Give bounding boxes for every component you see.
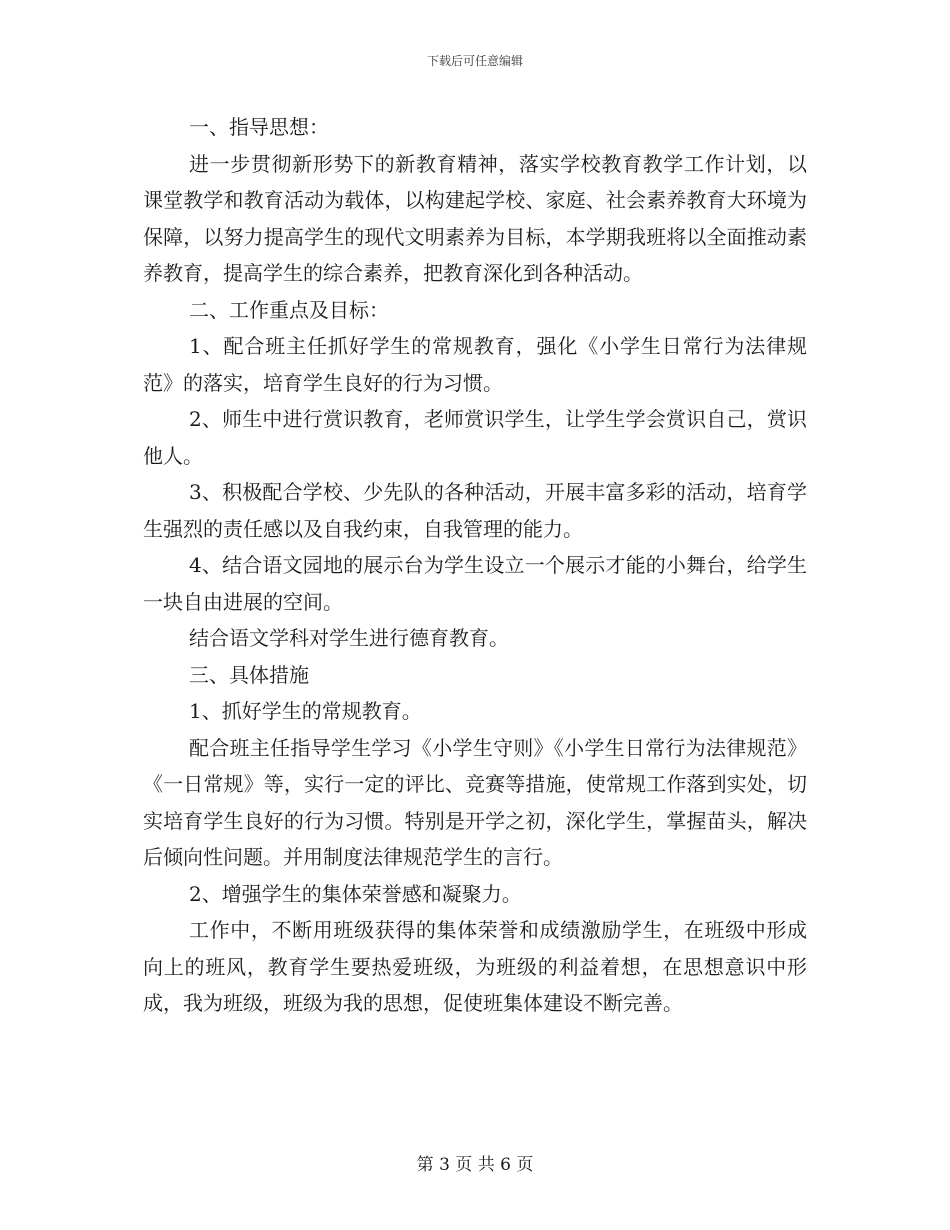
page-number: 第 3 页 共 6 页 (416, 1155, 534, 1175)
paragraph-goal-1: 1、配合班主任抓好学生的常规教育，强化《小学生日常行为法律规范》的落实，培育学生良好的行为习惯。 (143, 334, 807, 395)
paragraph-measure-2: 工作中，不断用班级获得的集体荣誉和成绩激励学生，在班级中形成向上的班风，教育学生要热爱班级，为班级的利益着想，在思想意识中形成，我为班级，班级为我的思想，促使班集体建设不断完善。 (143, 918, 807, 1015)
heading-guiding-ideology: 一、指导思想： (189, 115, 329, 139)
heading-specific-measures: 三、具体措施 (189, 662, 309, 687)
document-body (143, 109, 807, 1022)
paragraph-goal-4: 4、结合语文园地的展示台为学生设立一个展示才能的小舞台，给学生一块自由进展的空间。 (143, 553, 807, 614)
paragraph-moral-education: 结合语文学科对学生进行德育教育。 (189, 626, 509, 650)
page-header: 下载后可任意编辑 (426, 54, 523, 68)
heading-measure-1: 1、抓好学生的常规教育。 (189, 699, 422, 723)
paragraph-guiding-ideology: 进一步贯彻新形势下的新教育精神，落实学校教育教学工作计划，以课堂教学和教育活动为载体，以构建起学校、家庭、社会素养教育大环境为保障，以努力提高学生的现代文明素养为目标，本学期我班将以全面推动素养教育，提高学生的综合素养，把教育深化到各种活动。 (143, 151, 807, 285)
paragraph-goal-3: 3、积极配合学校、少先队的各种活动，开展丰富多彩的活动，培育学生强烈的责任感以及自我约束，自我管理的能力。 (143, 480, 807, 541)
paragraph-measure-1: 配合班主任指导学生学习《小学生守则》《小学生日常行为法律规范》《一日常规》等，实行一定的评比、竞赛等措施，使常规工作落到实处，切实培育学生良好的行为习惯。特别是开学之初，深化学生，掌握苗头，解决后倾向性问题。并用制度法律规范学生的言行。 (143, 735, 807, 869)
heading-work-focus: 二、工作重点及目标： (189, 297, 389, 322)
heading-measure-2: 2、增强学生的集体荣誉感和凝聚力。 (189, 881, 522, 906)
paragraph-goal-2: 2、师生中进行赏识教育，老师赏识学生，让学生学会赏识自己，赏识他人。 (143, 407, 807, 468)
